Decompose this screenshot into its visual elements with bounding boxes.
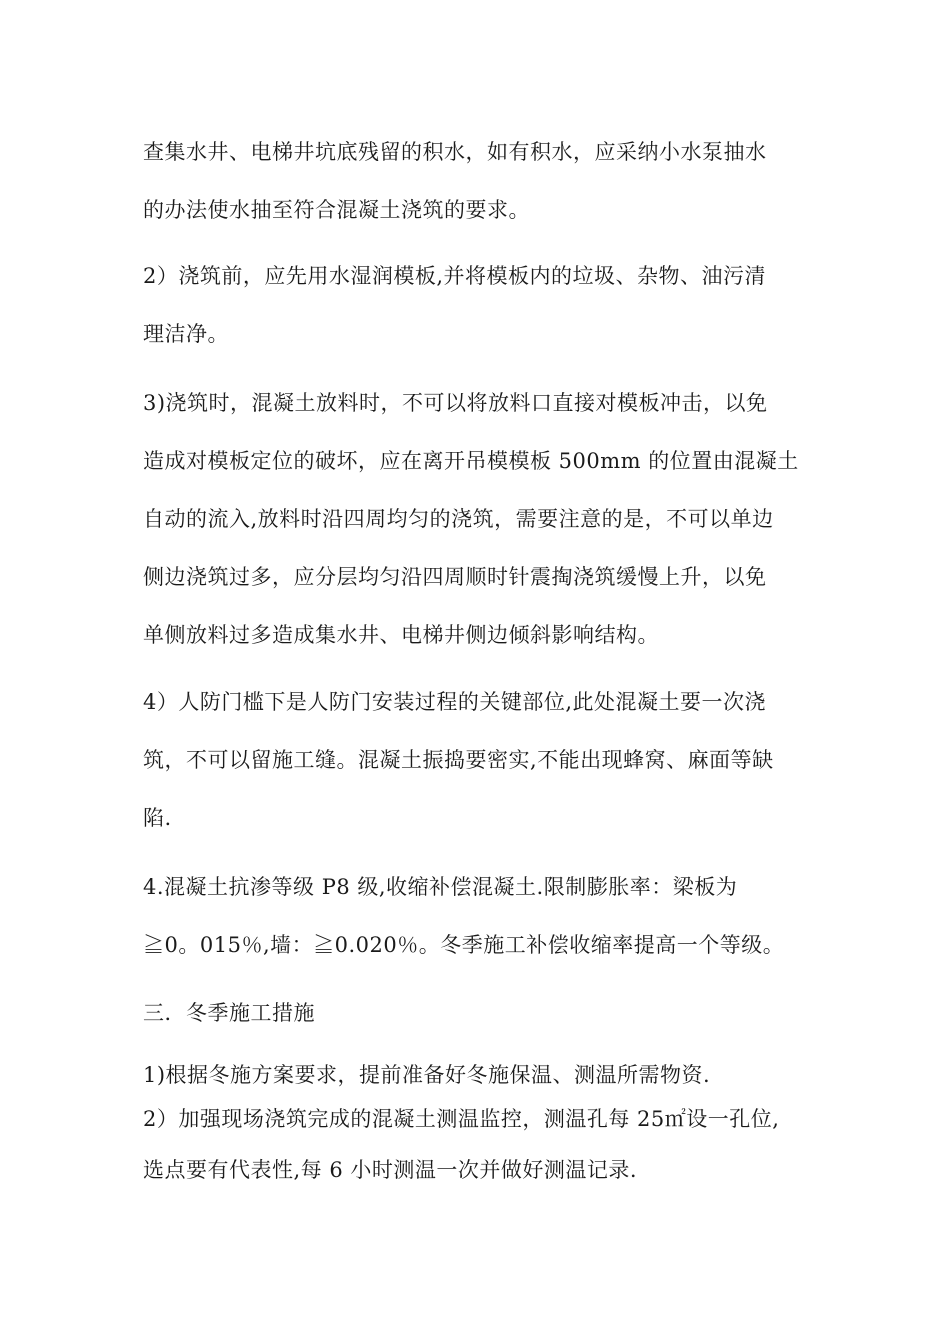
text-line: ≧0。015％,墙：≧0.020％。冬季施工补偿收缩率提高一个等级。 xyxy=(143,933,785,957)
text-line: 4）人防门槛下是人防门安装过程的关键部位,此处混凝土要一次浇 xyxy=(143,690,767,714)
text-line: 造成对模板定位的破坏，应在离开吊模模板 500mm 的位置由混凝土 xyxy=(143,449,799,473)
text-line: 查集水井、电梯井坑底残留的积水，如有积水，应采纳小水泵抽水 xyxy=(143,140,767,164)
text-line: 3)浇筑时，混凝土放料时，不可以将放料口直接对模板冲击，以免 xyxy=(143,391,768,415)
text-line: 2）加强现场浇筑完成的混凝土测温监控，测温孔每 25㎡设一孔位, xyxy=(143,1107,780,1131)
text-line: 2）浇筑前，应先用水湿润模板,并将模板内的垃圾、杂物、油污清 xyxy=(143,264,767,288)
text-line: 4.混凝土抗渗等级 P8 级,收缩补偿混凝土.限制膨胀率：梁板为 xyxy=(143,875,738,899)
text-line: 1)根据冬施方案要求，提前准备好冬施保温、测温所需物资. xyxy=(143,1063,711,1087)
text-line: 选点要有代表性,每 6 小时测温一次并做好测温记录. xyxy=(143,1158,638,1182)
text-line: 的办法使水抽至符合混凝土浇筑的要求。 xyxy=(143,198,530,222)
text-line: 理洁净。 xyxy=(143,322,229,346)
text-line: 单侧放料过多造成集水井、电梯井侧边倾斜影响结构。 xyxy=(143,623,659,647)
text-line: 筑，不可以留施工缝。混凝土振捣要密实,不能出现蜂窝、麻面等缺 xyxy=(143,748,774,772)
text-line: 自动的流入,放料时沿四周均匀的浇筑，需要注意的是，不可以单边 xyxy=(143,507,774,531)
text-line: 侧边浇筑过多，应分层均匀沿四周顺时针震掏浇筑缓慢上升，以免 xyxy=(143,565,767,589)
section-heading: 三．冬季施工措施 xyxy=(143,1001,315,1025)
text-line: 陷. xyxy=(143,806,172,830)
